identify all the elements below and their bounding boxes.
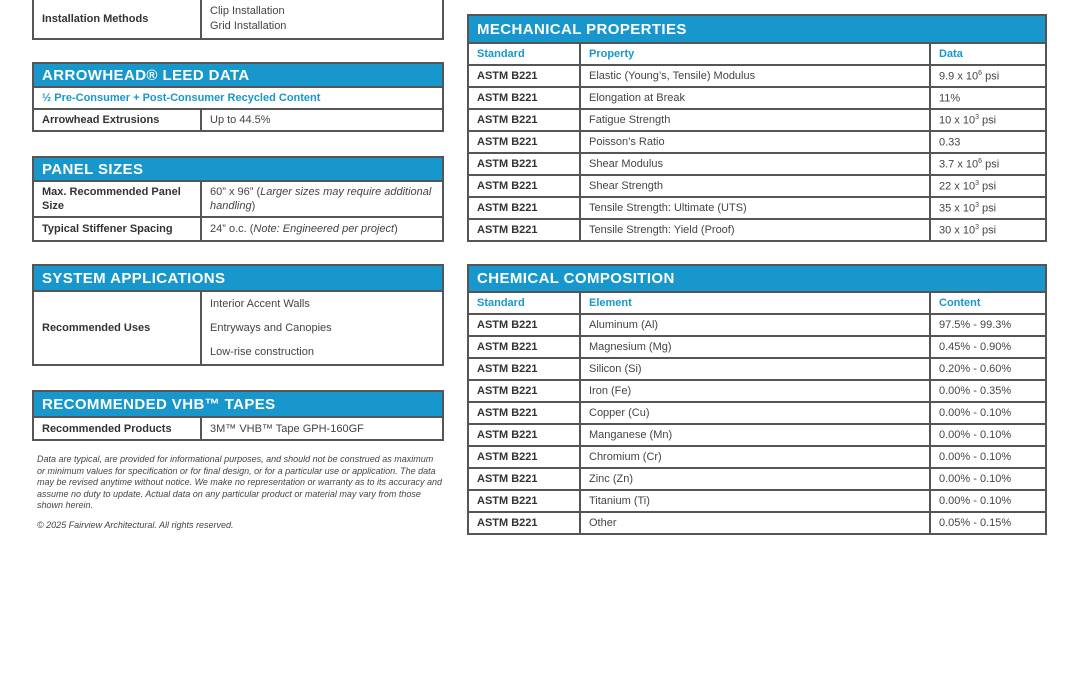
mech-data-unit: psi bbox=[982, 70, 1000, 83]
chem-element: Magnesium (Mg) bbox=[580, 336, 930, 358]
installation-row bbox=[33, 0, 443, 39]
chem-row bbox=[468, 402, 1046, 424]
panel-stiff-value bbox=[201, 217, 443, 241]
mech-data-unit: psi bbox=[979, 224, 997, 237]
chem-row bbox=[468, 336, 1046, 358]
mech-data-unit: psi bbox=[982, 158, 1000, 171]
chem-col-element: Element bbox=[580, 292, 930, 314]
mech-standard: ASTM B221 bbox=[468, 109, 580, 131]
mech-property: Tensile Strength: Yield (Proof) bbox=[580, 219, 930, 241]
mech-data-base: 22 x 10 bbox=[939, 180, 976, 193]
mech-row bbox=[468, 153, 1046, 175]
chem-standard: ASTM B221 bbox=[468, 512, 580, 534]
mech-data-unit: psi bbox=[979, 202, 997, 215]
tapes-section bbox=[32, 390, 444, 441]
chem-row bbox=[468, 490, 1046, 512]
apps-use: Interior Accent Walls bbox=[210, 298, 310, 310]
chem-row bbox=[468, 446, 1046, 468]
mech-standard: ASTM B221 bbox=[468, 219, 580, 241]
mech-data-unit: psi bbox=[979, 180, 997, 193]
mech-table bbox=[467, 42, 1047, 242]
chem-element: Iron (Fe) bbox=[580, 380, 930, 402]
mech-property: Fatigue Strength bbox=[580, 109, 930, 131]
apps-header: SYSTEM APPLICATIONS bbox=[32, 264, 444, 290]
apps-section bbox=[32, 264, 444, 366]
panel-stiff-value-end: ) bbox=[394, 223, 398, 235]
chem-element: Copper (Cu) bbox=[580, 402, 930, 424]
chem-row bbox=[468, 468, 1046, 490]
apps-use: Low-rise construction bbox=[210, 346, 314, 358]
chem-standard: ASTM B221 bbox=[468, 490, 580, 512]
leed-value: Up to 44.5% bbox=[201, 109, 443, 131]
mech-section bbox=[467, 14, 1047, 242]
panel-header: PANEL SIZES bbox=[32, 156, 444, 180]
mech-standard: ASTM B221 bbox=[468, 175, 580, 197]
panel-max-value-end: ) bbox=[251, 200, 256, 212]
panel-stiff-value-text: 24” o.c. ( bbox=[210, 223, 254, 235]
chem-rows bbox=[468, 314, 1046, 534]
panel-section bbox=[32, 156, 444, 242]
chem-standard: ASTM B221 bbox=[468, 424, 580, 446]
installation-values bbox=[201, 0, 443, 39]
installation-label: Installation Methods bbox=[33, 0, 201, 39]
chem-element: Manganese (Mn) bbox=[580, 424, 930, 446]
chem-row bbox=[468, 380, 1046, 402]
mech-col-data: Data bbox=[930, 43, 1046, 65]
chem-standard: ASTM B221 bbox=[468, 358, 580, 380]
apps-table bbox=[32, 290, 444, 366]
mech-row bbox=[468, 175, 1046, 197]
chem-element: Titanium (Ti) bbox=[580, 490, 930, 512]
mech-property: Elongation at Break bbox=[580, 87, 930, 109]
mech-data bbox=[930, 197, 1046, 219]
mech-property: Elastic (Young’s, Tensile) Modulus bbox=[580, 65, 930, 87]
chem-header: CHEMICAL COMPOSITION bbox=[467, 264, 1047, 291]
leed-section bbox=[32, 62, 444, 132]
mech-row bbox=[468, 109, 1046, 131]
mech-data-base: 3.7 x 10 bbox=[939, 158, 979, 171]
leed-header: ARROWHEAD® LEED DATA bbox=[32, 62, 444, 86]
mech-data bbox=[930, 65, 1046, 87]
chem-standard: ASTM B221 bbox=[468, 380, 580, 402]
panel-max-value bbox=[201, 181, 443, 217]
chem-standard: ASTM B221 bbox=[468, 446, 580, 468]
chem-standard: ASTM B221 bbox=[468, 468, 580, 490]
panel-max-value-note: Larger sizes may require additional handling bbox=[210, 186, 432, 212]
apps-values bbox=[201, 291, 443, 365]
panel-max-label: Max. Recommended Panel Size bbox=[33, 181, 201, 217]
panel-max-value-text: 60” x 96” ( bbox=[210, 186, 261, 198]
mech-data bbox=[930, 87, 1046, 109]
mech-data-exponent: 3 bbox=[975, 201, 979, 209]
mech-data-exponent: 3 bbox=[975, 223, 979, 231]
mech-data-base: 0.33 bbox=[939, 136, 961, 149]
chem-content: 0.00% - 0.10% bbox=[930, 468, 1046, 490]
panel-table bbox=[32, 180, 444, 242]
tapes-header: RECOMMENDED VHB™ TAPES bbox=[32, 390, 444, 416]
chem-content: 0.45% - 0.90% bbox=[930, 336, 1046, 358]
mech-standard: ASTM B221 bbox=[468, 197, 580, 219]
chem-element: Chromium (Cr) bbox=[580, 446, 930, 468]
mech-row bbox=[468, 65, 1046, 87]
chem-content: 97.5% - 99.3% bbox=[930, 314, 1046, 336]
mech-data-base: 11% bbox=[939, 92, 961, 105]
mech-data-unit: psi bbox=[979, 114, 997, 127]
mech-header: MECHANICAL PROPERTIES bbox=[467, 14, 1047, 42]
chem-content: 0.00% - 0.10% bbox=[930, 446, 1046, 468]
chem-content: 0.00% - 0.10% bbox=[930, 402, 1046, 424]
mech-data bbox=[930, 219, 1046, 241]
mech-row bbox=[468, 197, 1046, 219]
mech-standard: ASTM B221 bbox=[468, 131, 580, 153]
mech-property: Shear Modulus bbox=[580, 153, 930, 175]
chem-standard: ASTM B221 bbox=[468, 402, 580, 424]
apps-label: Recommended Uses bbox=[33, 291, 201, 365]
mech-row bbox=[468, 131, 1046, 153]
mech-data bbox=[930, 175, 1046, 197]
chem-col-standard: Standard bbox=[468, 292, 580, 314]
panel-stiff-value-note: Note: Engineered per project bbox=[253, 223, 395, 235]
installation-table bbox=[32, 0, 444, 40]
mech-property: Poisson’s Ratio bbox=[580, 131, 930, 153]
chem-row bbox=[468, 512, 1046, 534]
mech-data bbox=[930, 109, 1046, 131]
mech-property: Shear Strength bbox=[580, 175, 930, 197]
chem-row bbox=[468, 424, 1046, 446]
chem-standard: ASTM B221 bbox=[468, 314, 580, 336]
tapes-label: Recommended Products bbox=[33, 417, 201, 440]
apps-use: Entryways and Canopies bbox=[210, 322, 332, 334]
chem-element: Aluminum (Al) bbox=[580, 314, 930, 336]
panel-stiff-label: Typical Stiffener Spacing bbox=[33, 217, 201, 241]
chem-row bbox=[468, 314, 1046, 336]
copyright: © 2025 Fairview Architectural. All rights reserved. bbox=[37, 520, 234, 530]
mech-data bbox=[930, 153, 1046, 175]
mech-col-standard: Standard bbox=[468, 43, 580, 65]
mech-row bbox=[468, 219, 1046, 241]
chem-content: 0.05% - 0.15% bbox=[930, 512, 1046, 534]
chem-content: 0.20% - 0.60% bbox=[930, 358, 1046, 380]
mech-data-exponent: 3 bbox=[975, 113, 979, 121]
chem-element: Silicon (Si) bbox=[580, 358, 930, 380]
chem-element: Zinc (Zn) bbox=[580, 468, 930, 490]
mech-data-exponent: 3 bbox=[975, 179, 979, 187]
leed-label: Arrowhead Extrusions bbox=[33, 109, 201, 131]
installation-value: Grid Installation bbox=[210, 20, 287, 32]
chem-element: Other bbox=[580, 512, 930, 534]
leed-table bbox=[32, 86, 444, 132]
mech-data-base: 9.9 x 10 bbox=[939, 70, 979, 83]
chem-content: 0.00% - 0.10% bbox=[930, 424, 1046, 446]
tapes-value: 3M™ VHB™ Tape GPH-160GF bbox=[201, 417, 443, 440]
mech-data bbox=[930, 131, 1046, 153]
mech-data-base: 30 x 10 bbox=[939, 224, 976, 237]
mech-standard: ASTM B221 bbox=[468, 87, 580, 109]
installation-value: Clip Installation bbox=[210, 5, 285, 17]
mech-data-base: 35 x 10 bbox=[939, 202, 976, 215]
mech-data-exponent: 6 bbox=[978, 69, 983, 77]
mech-data-base: 10 x 10 bbox=[939, 114, 976, 127]
mech-row bbox=[468, 87, 1046, 109]
chem-table bbox=[467, 291, 1047, 535]
mech-col-property: Property bbox=[580, 43, 930, 65]
chem-col-content: Content bbox=[930, 292, 1046, 314]
chem-content: 0.00% - 0.10% bbox=[930, 490, 1046, 512]
disclaimer: Data are typical, are provided for informational purposes, and should not be construed as maximum or minimum values for specification or for final design, or for a particular use or application. The data may be revised anytime without notice. We make no representation or warranty as to its accuracy and assume no duty to update. Actual data on any particular product or material may vary from those shown herein. bbox=[37, 454, 443, 510]
mech-standard: ASTM B221 bbox=[468, 153, 580, 175]
mech-rows bbox=[468, 65, 1046, 241]
mech-data-exponent: 6 bbox=[978, 157, 983, 165]
leed-subheader: ½ Pre-Consumer + Post-Consumer Recycled Content bbox=[33, 87, 443, 109]
chem-content: 0.00% - 0.35% bbox=[930, 380, 1046, 402]
chem-row bbox=[468, 358, 1046, 380]
tapes-table bbox=[32, 416, 444, 441]
mech-standard: ASTM B221 bbox=[468, 65, 580, 87]
mech-property: Tensile Strength: Ultimate (UTS) bbox=[580, 197, 930, 219]
chem-section bbox=[467, 264, 1047, 535]
chem-standard: ASTM B221 bbox=[468, 336, 580, 358]
